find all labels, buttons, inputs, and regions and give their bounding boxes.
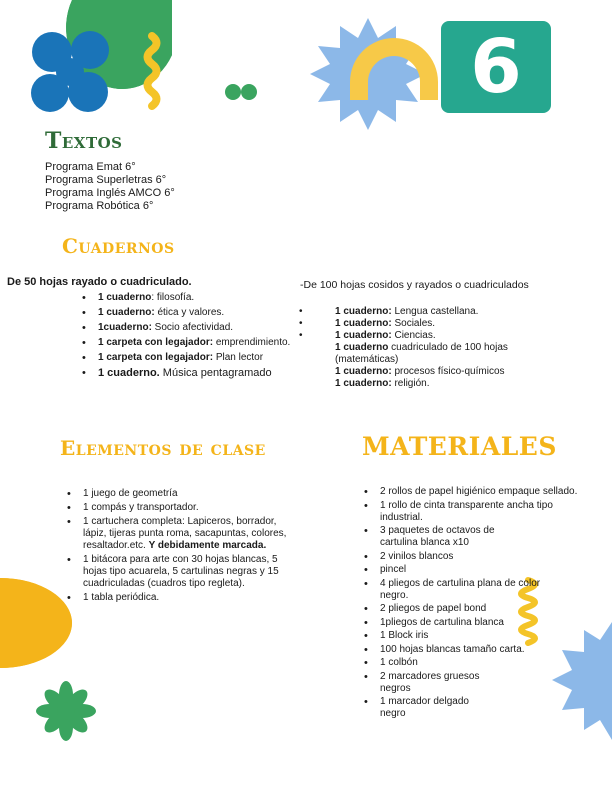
list-item: • pincel <box>380 564 592 576</box>
list-item <box>98 322 308 334</box>
item-bold: 1 cuaderno: <box>335 330 392 341</box>
list-item: • 100 hojas blancas tamaño carta. <box>380 644 592 656</box>
textos-item: Programa Superletras 6° <box>45 174 167 186</box>
list-item <box>83 502 288 514</box>
materiales-list <box>380 486 592 722</box>
list-item: • 2 vinilos blancos <box>380 551 592 563</box>
list-item <box>335 306 535 318</box>
item-bold: 1 cuaderno: <box>335 306 392 317</box>
cuadernos-100-list <box>335 306 535 390</box>
item-text: ética y valores. <box>154 307 225 318</box>
textos-heading: Textos <box>45 128 123 154</box>
textos-item: Programa Inglés AMCO 6° <box>45 187 175 199</box>
item-bold: 1 cuaderno <box>98 292 152 303</box>
elementos-list <box>83 488 288 606</box>
list-item: • 2 marcadores gruesos negros <box>380 671 490 695</box>
green-flower-bottom <box>36 681 96 741</box>
list-item: • 1pliegos de cartulina blanca <box>380 617 592 629</box>
cuadernos-heading: Cuadernos <box>62 234 175 258</box>
item-bold: 1 carpeta con legajador: <box>98 337 214 348</box>
grade-number: 6 <box>470 24 522 110</box>
item-text: : filosofía. <box>151 292 195 303</box>
list-item: • 2 rollos de papel higiénico empaque sellado. <box>380 486 592 498</box>
item-bold: 1 cuaderno: <box>335 366 392 377</box>
item-bold: Y debidamente marcada. <box>148 540 267 551</box>
textos-item: Programa Robótica 6° <box>45 200 154 212</box>
list-item: • 1 colbón <box>380 657 592 669</box>
list-item <box>98 337 308 349</box>
item-text: Lengua castellana. <box>391 306 479 317</box>
item-text: emprendimiento. <box>213 337 291 348</box>
list-item <box>335 378 535 390</box>
item-bold: 1 cuaderno: <box>98 307 155 318</box>
item-text: 1 bitácora para arte con 30 hojas blancas, 5 hojas tipo acuarela, 5 cartulinas negras y 15 cuadriculadas (cuadros tipo regleta). <box>83 554 279 589</box>
textos-list <box>45 161 175 213</box>
elementos-heading: Elementos de clase <box>60 436 266 460</box>
item-bold: 1 cuaderno: <box>335 318 392 329</box>
list-item: • 3 paquetes de octavos de cartulina blanca x10 <box>380 525 510 549</box>
list-item <box>98 367 308 379</box>
cuadernos-100-title: -De 100 hojas cosidos y rayados o cuadriculados <box>300 279 529 291</box>
list-item <box>98 292 308 304</box>
item-bold: 1cuaderno: <box>98 322 152 333</box>
list-item <box>335 330 535 342</box>
list-item: • 1 marcador delgado negro <box>380 696 490 720</box>
item-text: cuadriculado de 100 hojas (matemáticas) <box>335 342 508 365</box>
item-text: 1 tabla periódica. <box>83 592 160 603</box>
item-text: 1 juego de geometría <box>83 488 178 499</box>
cuadernos-50-list <box>98 292 308 382</box>
cuadernos-50-title: De 50 hojas rayado o cuadriculado. <box>7 276 192 288</box>
list-item <box>335 366 535 378</box>
item-bold: 1 carpeta con legajador: <box>98 352 214 363</box>
item-bold: 1 cuaderno <box>335 342 389 353</box>
list-item <box>98 352 308 364</box>
item-text: religión. <box>391 378 430 389</box>
item-text: 1 compás y transportador. <box>83 502 199 513</box>
list-item: • 4 pliegos de cartulina plana de color negro. <box>380 578 555 602</box>
list-item <box>98 307 308 319</box>
item-text: Socio afectividad. <box>151 322 234 333</box>
list-item <box>335 342 535 366</box>
list-item: • 1 Block iris <box>380 630 592 642</box>
item-text: Música pentagramado <box>159 367 272 379</box>
item-text: 1 cartuchera completa: Lapiceros, borrador, lápiz, tijeras punta roma, sacapuntas, colores, resaltador.etc. <box>83 516 287 551</box>
item-text: Sociales. <box>391 318 436 329</box>
textos-item: Programa Emat 6° <box>45 161 136 173</box>
item-text: Plan lector <box>213 352 264 363</box>
list-item <box>335 318 535 330</box>
list-item <box>83 488 288 500</box>
list-item: • 2 pliegos de papel bond <box>380 603 592 615</box>
grade-badge <box>441 21 551 113</box>
list-item <box>83 554 288 590</box>
item-text: Ciencias. <box>391 330 436 341</box>
materiales-heading: MATERIALES <box>362 432 557 461</box>
list-item <box>83 592 288 604</box>
list-item <box>83 516 288 552</box>
item-bold: 1 cuaderno: <box>335 378 392 389</box>
item-bold: 1 cuaderno. <box>98 367 160 379</box>
item-text: procesos físico-químicos <box>391 366 505 377</box>
list-item: • 1 rollo de cinta transparente ancha tipo industrial. <box>380 500 592 524</box>
